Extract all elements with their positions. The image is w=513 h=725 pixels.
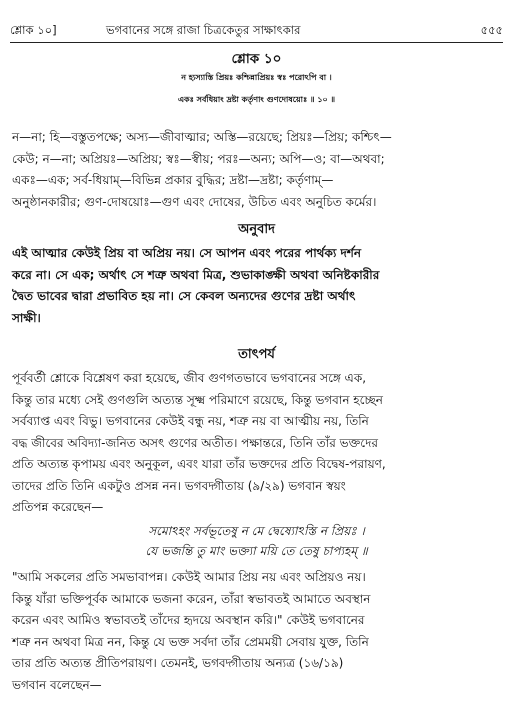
purport-line: করেন এবং আমিও স্বভাবতই তাঁদের হৃদয়ে অবস্থান করি।" কেউই ভগবানের [12, 613, 365, 627]
purport-heading: তাৎপর্য [238, 347, 275, 362]
translation-line: দ্বৈত ভাবের দ্বারা প্রভাবিত হয় না। সে কেবল অন্যদের গুণের দ্রষ্টা অর্থাৎ [12, 289, 356, 303]
verse-title: শ্লোক ১০ [231, 51, 282, 67]
page-number: ৫৫৫ [480, 23, 503, 37]
header-rule [10, 42, 503, 43]
purport-block-1 [12, 368, 501, 519]
synonyms-line: ন—না; হি—বস্তুতপক্ষে; অস্য—জীবাত্মার; অস্তি—রয়েছে; প্রিয়ঃ—প্রিয়; কশ্চিৎ— [12, 130, 392, 144]
purport-line: তার প্রতি অত্যন্ত প্রীতিপরায়ণ। তেমনই, ভগবদ্গীতায় অন্যত্র (১৬/১৯) [12, 656, 344, 670]
translation-heading: অনুবাদ [238, 222, 275, 237]
purport-line: কিন্তু তার মধ্যে সেই গুণগুলি অত্যন্ত সূক্ষ্ম পরিমাণে রয়েছে, কিন্তু ভগবান হচ্ছেন [12, 392, 383, 407]
translation-block [12, 243, 501, 329]
purport-line: তাদের প্রতি তিনি একটুও প্রসন্ন নন। ভগবদ্গীতায় (৯/২৯) ভগবান স্বয়ং [12, 478, 346, 493]
purport-line: সর্বব্যাপ্ত এবং বিভু। ভগবানের কেউই বন্ধু নয়, শত্রু নয় বা আত্মীয় নয়, তিনি [12, 414, 369, 428]
verse-line-1: ন হ্যস্যাস্তি প্রিয়ঃ কশ্চিন্নাপ্রিয়ঃ স্বঃ পরোঽপি বা । [181, 73, 332, 82]
purport-line: কিন্তু যাঁরা ভক্তিপূর্বক আমাকে ভজনা করেন, তাঁরা স্বভাবতই আমাতে অবস্থান [12, 591, 371, 606]
purport-block-2 [12, 567, 501, 696]
translation-line: সাক্ষী। [12, 310, 41, 325]
quote-line-2: যে ভজন্তি তু মাং ভক্ত্যা ময়ি তে তেষু চাপ্যহম্ ॥ [145, 544, 368, 558]
purport-line: শত্রু নন অথবা মিত্র নন, কিন্তু যে ভক্ত সর্বদা তাঁর প্রেমময়ী সেবায় যুক্ত, তিনি [12, 634, 369, 649]
synonyms-line: একঃ—এক; সর্ব-ধিয়াম্—বিভিন্ন প্রকার বুদ্ধির; দ্রষ্টা—দ্রষ্টা; কর্তৃণাম্— [12, 173, 334, 187]
translation-line: করে না। সে এক; অর্থাৎ সে শত্রু অথবা মিত্র, শুভাকাঙ্ক্ষী অথবা অনিষ্টকারীর [12, 267, 380, 282]
quote-line-1: সমোঽহং সর্বভূতেষু ন মে দ্বেষ্যোঽস্তি ন প্রিয়ঃ । [148, 524, 365, 538]
purport-line: বদ্ধ জীবের অবিদ্যা-জনিত অসৎ গুণের অতীত। পক্ষান্তরে, তিনি তাঁর ভক্তদের [12, 435, 378, 450]
synonyms-block [12, 127, 501, 213]
gita-quote [0, 521, 513, 561]
verse-line-2: একঃ সর্বধিয়াং দ্রষ্টা কর্তৃণাং গুণদোষয়োঃ ॥ ১০ ॥ [177, 95, 336, 104]
synonyms-line: কেউ; ন—না; অপ্রিয়ঃ—অপ্রিয়; স্বঃ—স্বীয়; পরঃ—অন্য; অপি—ও; বা—অথবা; [12, 151, 385, 166]
running-header [10, 22, 503, 42]
synonyms-line: অনুষ্ঠানকারীর; গুণ-দোষয়োঃ—গুণ এবং দোষের, উচিত এবং অনুচিত কর্মের। [12, 194, 377, 209]
translation-line: এই আত্মার কেউই প্রিয় বা অপ্রিয় নয়। সে আপন এবং পরের পার্থক্য দর্শন [12, 246, 362, 260]
header-chapter-title: ভগবানের সঙ্গে রাজা চিত্রকেতুর সাক্ষাৎকার [106, 23, 301, 37]
header-verse-ref: শ্লোক ১০] [10, 23, 57, 37]
purport-line: ভগবান বলেছেন— [12, 677, 102, 692]
purport-line: "আমি সকলের প্রতি সমভাবাপন্ন। কেউই আমার প্রিয় নয় এবং অপ্রিয়ও নয়। [12, 570, 366, 584]
purport-line: পূর্ববর্তী শ্লোকে বিশ্লেষণ করা হয়েছে, জীব গুণগতভাবে ভগবানের সঙ্গে এক, [12, 371, 367, 385]
purport-line: প্রতিপন্ন করেছেন— [12, 500, 104, 514]
purport-line: প্রতি অত্যন্ত কৃপাময় এবং অনুকূল, এবং যারা তাঁর ভক্তদের প্রতি বিদ্বেষ-পরায়ণ, [12, 457, 386, 471]
